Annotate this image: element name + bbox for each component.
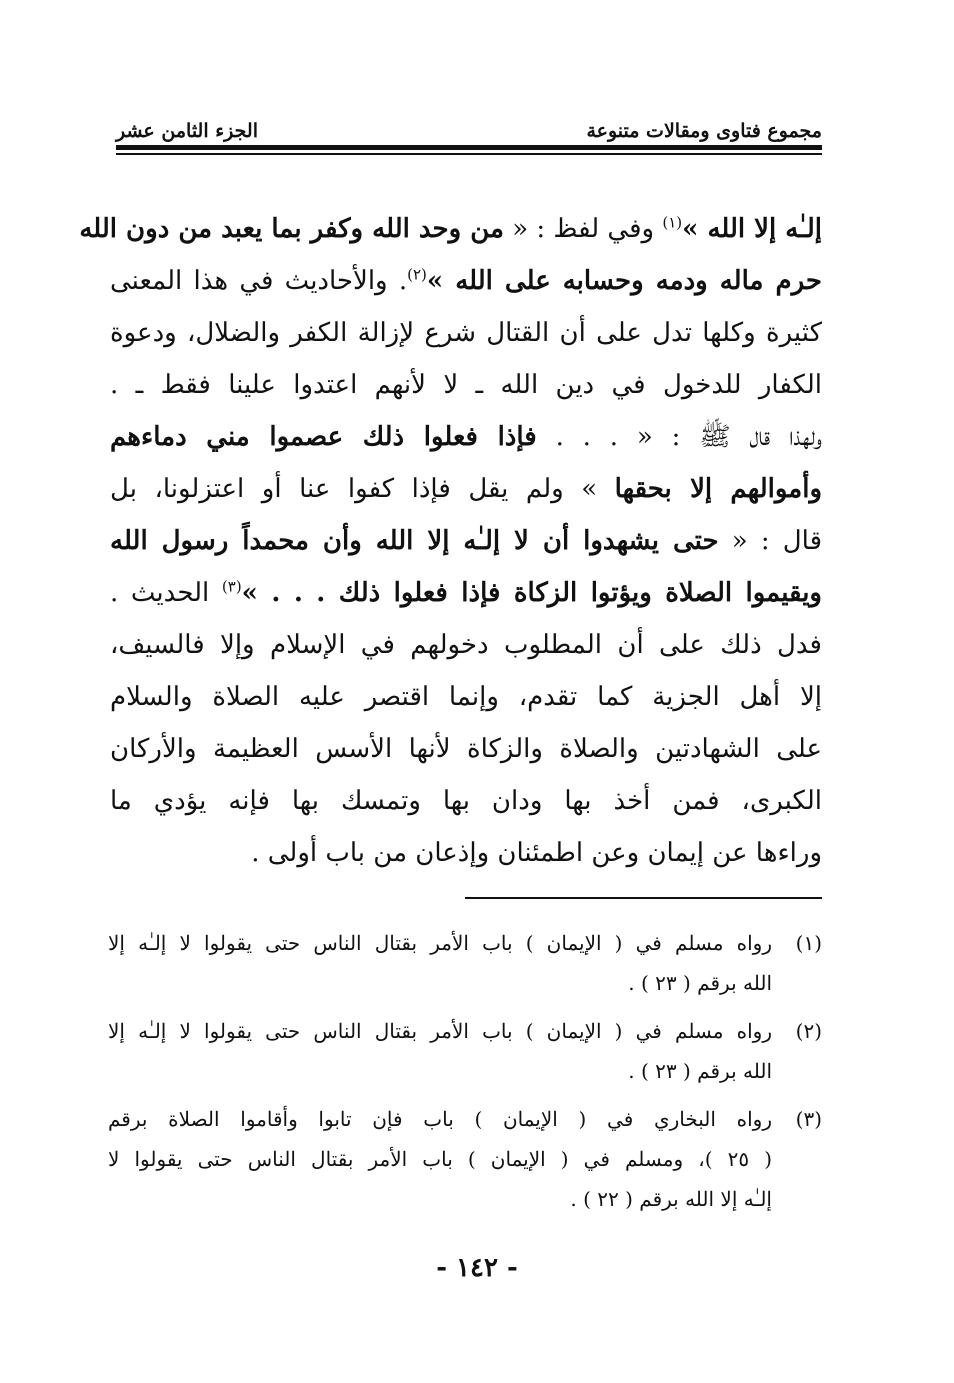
- footnote-ref: (٢): [407, 265, 427, 284]
- footnote: [108, 1099, 822, 1219]
- footnote-number: (٣): [795, 1107, 822, 1131]
- footnote: [108, 923, 822, 1003]
- footnote-text: [108, 1011, 772, 1091]
- text-line: [110, 671, 822, 723]
- footnote-line: رواه مسلم في ( الإيمان ) باب الأمر بقتال الناس حتى يقولوا لا إلـٰه إلا: [108, 931, 772, 955]
- footnote-separator: [465, 897, 822, 899]
- footnote-line: الله برقم ( ٢٣ ) .: [628, 971, 772, 995]
- text-segment: إلا أهل الجزية كما تقدم، وإنما اقتصر عليه الصلاة والسلام: [110, 682, 822, 712]
- book-title: مجموع فتاوى ومقالات متنوعة: [586, 120, 822, 142]
- text-segment: من وحد الله وكفر بما يعبد من دون الله: [79, 214, 504, 244]
- text-segment: فدل ذلك على أن المطلوب دخولهم في الإسلام وإلا فالسيف،: [110, 630, 822, 660]
- text-segment: » ولم يقل فإذا كفوا عنا أو اعتزلونا، بل: [110, 474, 615, 504]
- text-segment: ويقيموا الصلاة ويؤتوا الزكاة فإذا فعلوا ذلك . . . »: [241, 578, 822, 608]
- footnotes: [108, 923, 822, 1227]
- text-line: [110, 775, 822, 827]
- text-segment: الكفار للدخول في دين الله ـ لا لأنهم اعتدوا علينا فقط ـ .: [110, 370, 822, 400]
- volume-label: الجزء الثامن عشر: [116, 120, 258, 142]
- footnote-line: ( ٢٥ )، ومسلم في ( الإيمان ) باب الأمر بقتال الناس حتى يقولوا لا: [108, 1147, 772, 1171]
- text-line: [110, 307, 822, 359]
- text-segment: الكبرى، فمن أخذ بها ودان بها وتمسك بها فإنه يؤدي ما: [110, 786, 822, 816]
- running-header: [116, 112, 822, 142]
- footnote-number: (٢): [795, 1019, 822, 1043]
- text-segment: فإذا فعلوا ذلك عصموا مني دماءهم: [110, 422, 537, 452]
- text-segment: ولهذا قال ﷺ : « . . .: [536, 422, 822, 452]
- text-segment: كثيرة وكلها تدل على أن القتال شرع لإزالة الكفر والضلال، ودعوة: [110, 318, 822, 348]
- text-segment: قال : «: [718, 526, 822, 556]
- text-segment: . والأحاديث في هذا المعنى: [110, 266, 408, 296]
- text-line: [110, 515, 822, 567]
- footnote: [108, 1011, 822, 1091]
- text-segment: إلـٰه إلا الله »: [682, 214, 822, 244]
- text-segment: الحديث .: [110, 578, 222, 608]
- text-line: [110, 463, 822, 515]
- text-line: [110, 567, 822, 619]
- page-number: - ١٤٢ -: [436, 1253, 518, 1283]
- header-rule-thin: [116, 153, 822, 155]
- header-rule-thick: [116, 145, 822, 150]
- text-segment: حتى يشهدوا أن لا إلـٰه إلا الله وأن محمداً رسول الله: [110, 526, 719, 556]
- text-line: [110, 255, 822, 307]
- text-segment: وفي لفظ : «: [503, 214, 663, 244]
- text-segment: وأموالهم إلا بحقها: [614, 474, 822, 504]
- footnote-text: [108, 923, 772, 1003]
- text-segment: على الشهادتين والصلاة والزكاة لأنها الأسس العظيمة والأركان: [110, 734, 822, 764]
- main-text: [79, 203, 822, 879]
- text-line: [110, 827, 822, 879]
- text-line: [79, 203, 822, 255]
- footnote-line: إلـٰه إلا الله برقم ( ٢٢ ) .: [570, 1187, 772, 1211]
- text-line: [110, 723, 822, 775]
- footnote-line: الله برقم ( ٢٣ ) .: [628, 1059, 772, 1083]
- footnote-ref: (١): [662, 213, 683, 232]
- text-segment: حرم ماله ودمه وحسابه على الله »: [426, 266, 822, 296]
- text-line: [110, 619, 822, 671]
- footnote-line: رواه البخاري في ( الإيمان ) باب فإن تابوا وأقاموا الصلاة برقم: [108, 1107, 772, 1131]
- footnote-line: رواه مسلم في ( الإيمان ) باب الأمر بقتال الناس حتى يقولوا لا إلـٰه إلا: [108, 1019, 772, 1043]
- text-line: [110, 411, 822, 463]
- footnote-ref: (٣): [221, 577, 242, 596]
- text-segment: وراءها عن إيمان وعن اطمئنان وإذعان من باب أولى .: [251, 838, 822, 868]
- text-line: [110, 359, 822, 411]
- footnote-number: (١): [795, 931, 822, 955]
- footnote-text: [108, 1099, 772, 1219]
